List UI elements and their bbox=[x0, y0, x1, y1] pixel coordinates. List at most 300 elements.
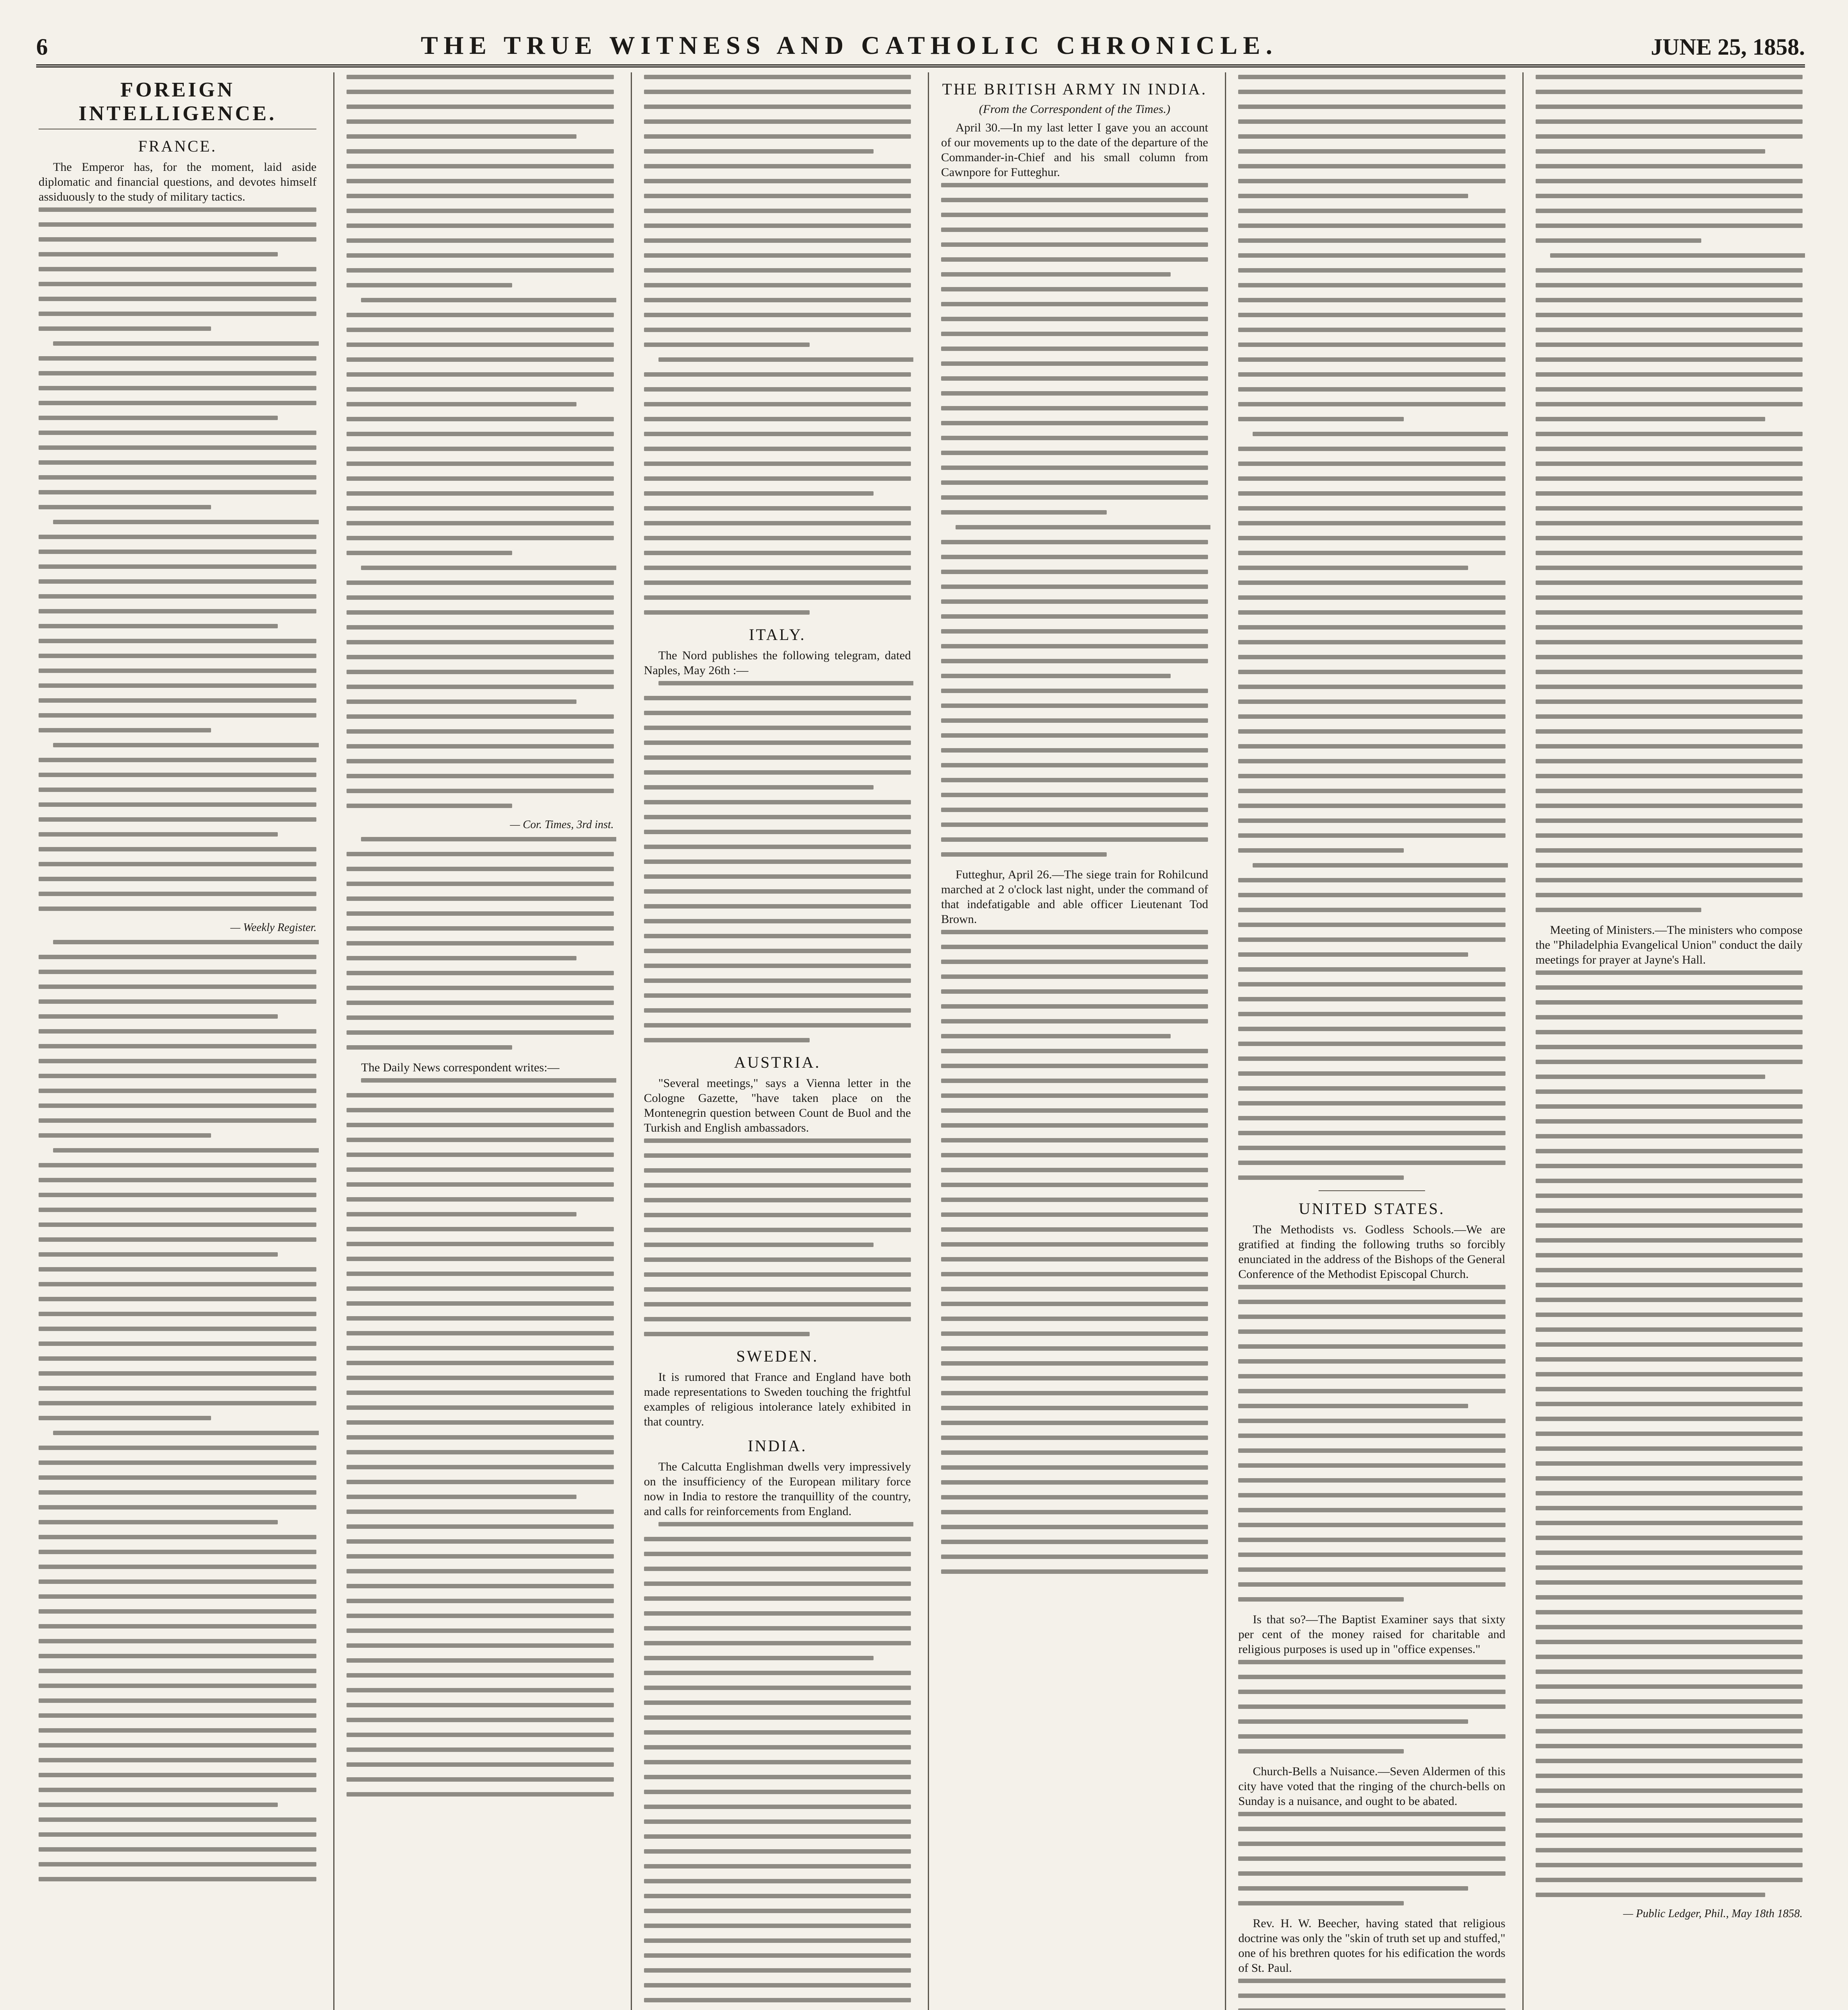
text-line bbox=[1238, 1285, 1505, 1289]
text-line bbox=[1238, 848, 1404, 853]
text-line bbox=[1238, 372, 1505, 377]
text-line bbox=[1238, 1146, 1505, 1150]
text-line bbox=[1238, 1027, 1505, 1031]
text-line bbox=[39, 490, 316, 494]
text-line bbox=[644, 1581, 911, 1586]
text-line bbox=[347, 852, 613, 856]
text-line bbox=[1238, 387, 1505, 392]
text-line bbox=[644, 770, 911, 775]
text-line bbox=[347, 926, 613, 931]
text-line bbox=[39, 1014, 278, 1019]
section-heading-italy: ITALY. bbox=[749, 626, 806, 644]
text-line bbox=[1238, 536, 1505, 540]
text-line bbox=[644, 461, 911, 466]
text-line bbox=[39, 1074, 316, 1078]
text-line bbox=[644, 1819, 911, 1824]
text-line bbox=[941, 1153, 1208, 1157]
text-line bbox=[347, 461, 613, 466]
column-1 bbox=[36, 72, 319, 2010]
text-line bbox=[1238, 1719, 1468, 1724]
text-line bbox=[1536, 313, 1803, 317]
text-line bbox=[361, 837, 616, 841]
text-line bbox=[644, 491, 874, 496]
text-line bbox=[941, 1004, 1208, 1009]
article-body-lines bbox=[644, 681, 911, 1042]
text-line bbox=[1238, 194, 1468, 198]
text-line bbox=[39, 1460, 316, 1465]
text-line bbox=[39, 1416, 211, 1420]
text-line bbox=[347, 1376, 613, 1380]
text-line bbox=[347, 882, 613, 886]
text-line bbox=[941, 391, 1208, 396]
text-line bbox=[347, 1465, 613, 1469]
text-line bbox=[347, 1688, 613, 1692]
article-body-lines bbox=[1238, 1285, 1505, 1602]
text-line bbox=[644, 105, 911, 109]
text-line bbox=[1536, 1506, 1803, 1510]
text-line bbox=[644, 755, 911, 760]
text-line bbox=[1238, 75, 1505, 79]
text-line bbox=[941, 570, 1208, 574]
text-line bbox=[1238, 521, 1505, 525]
text-line bbox=[644, 1775, 911, 1779]
text-line bbox=[1238, 149, 1505, 154]
section-heading-sweden: SWEDEN. bbox=[736, 1347, 819, 1365]
text-line bbox=[941, 183, 1208, 187]
text-line bbox=[347, 1001, 613, 1005]
text-line bbox=[1536, 1759, 1803, 1763]
text-line bbox=[39, 1788, 316, 1792]
text-line bbox=[347, 1718, 613, 1722]
text-line bbox=[1536, 1580, 1803, 1585]
text-line bbox=[347, 1331, 613, 1335]
article-body-lines bbox=[347, 75, 613, 808]
text-line bbox=[644, 134, 911, 139]
text-line bbox=[39, 984, 316, 989]
text-line bbox=[39, 1817, 316, 1822]
text-line bbox=[39, 970, 316, 974]
text-line bbox=[1536, 105, 1803, 109]
text-line bbox=[1536, 149, 1765, 154]
text-line bbox=[1238, 119, 1505, 124]
text-line bbox=[347, 1405, 613, 1410]
text-line bbox=[1238, 1567, 1505, 1572]
text-line bbox=[39, 802, 316, 807]
text-line bbox=[644, 696, 911, 700]
article-signoff: — Cor. Times, 3rd inst. bbox=[510, 818, 614, 831]
text-line bbox=[644, 1023, 911, 1028]
text-line bbox=[1238, 1827, 1505, 1831]
text-line bbox=[1536, 1878, 1803, 1882]
text-line bbox=[39, 1312, 316, 1316]
article-body-lines bbox=[39, 940, 316, 1881]
text-line bbox=[347, 1762, 613, 1767]
text-line bbox=[644, 90, 911, 94]
text-line bbox=[347, 105, 613, 109]
text-line bbox=[1536, 194, 1803, 198]
article-paragraph: Rev. H. W. Beecher, having stated that religious doctrine was only the "skin of truth set up and stuffed," one of his brethren quotes for his edification the words of St. Paul. bbox=[1238, 1917, 1505, 1975]
text-line bbox=[1238, 1101, 1505, 1106]
text-line bbox=[1238, 551, 1505, 555]
text-line bbox=[941, 1436, 1208, 1440]
text-line bbox=[347, 911, 613, 916]
text-line bbox=[39, 550, 316, 554]
text-line bbox=[1238, 1538, 1505, 1542]
text-line bbox=[39, 222, 316, 227]
text-line bbox=[1238, 268, 1505, 273]
text-line bbox=[1536, 985, 1803, 990]
text-line bbox=[644, 1671, 911, 1675]
text-line bbox=[941, 945, 1208, 949]
text-line bbox=[941, 347, 1208, 351]
text-line bbox=[1536, 640, 1803, 644]
text-line bbox=[644, 1567, 911, 1571]
text-line bbox=[1238, 1553, 1505, 1557]
text-line bbox=[1536, 1461, 1803, 1466]
text-line bbox=[39, 312, 316, 316]
text-line bbox=[644, 1626, 911, 1631]
text-line bbox=[644, 904, 911, 909]
text-line bbox=[1238, 729, 1505, 734]
text-line bbox=[347, 179, 613, 183]
text-line bbox=[347, 1420, 613, 1425]
text-line bbox=[1253, 863, 1508, 868]
text-line bbox=[347, 640, 613, 644]
text-line bbox=[1238, 1344, 1505, 1349]
text-line bbox=[644, 1745, 911, 1750]
text-line bbox=[644, 1287, 911, 1292]
text-line bbox=[644, 1183, 911, 1188]
text-line bbox=[644, 506, 911, 511]
text-line bbox=[347, 1212, 576, 1216]
text-line bbox=[347, 655, 613, 659]
text-line bbox=[644, 580, 911, 585]
article-body-lines bbox=[644, 1138, 911, 1336]
text-line bbox=[347, 1167, 613, 1172]
article-paragraph: "Several meetings," says a Vienna letter in the Cologne Gazette, "have taken place on the Montenegrin question between Count de Buol and the Turkish and English ambassadors. bbox=[644, 1077, 911, 1134]
text-line bbox=[1238, 1478, 1505, 1483]
text-line bbox=[1238, 447, 1505, 451]
text-line bbox=[1238, 1660, 1505, 1664]
text-line bbox=[1238, 908, 1505, 912]
text-line bbox=[941, 198, 1208, 202]
text-line bbox=[39, 1639, 316, 1643]
text-line bbox=[347, 268, 613, 273]
text-line bbox=[347, 119, 613, 124]
text-line bbox=[39, 1341, 316, 1346]
text-line bbox=[1238, 1359, 1505, 1364]
text-line bbox=[1536, 848, 1803, 853]
text-line bbox=[347, 75, 613, 79]
article-paragraph: It is rumored that France and England have both made representations to Sweden touching the frightful examples of religious intolerance lately exhibited in that country. bbox=[644, 1370, 911, 1428]
text-line bbox=[941, 614, 1208, 619]
text-line bbox=[1536, 1342, 1803, 1347]
text-line bbox=[347, 1614, 613, 1618]
text-line bbox=[1238, 967, 1505, 972]
text-line bbox=[361, 298, 616, 302]
text-line bbox=[39, 1654, 316, 1658]
text-line bbox=[39, 1684, 316, 1688]
text-line bbox=[644, 566, 911, 570]
text-line bbox=[644, 964, 911, 968]
text-line bbox=[644, 1008, 911, 1013]
text-line bbox=[347, 896, 613, 901]
text-line bbox=[1536, 1655, 1803, 1659]
text-line bbox=[1238, 952, 1468, 957]
text-line bbox=[644, 595, 911, 600]
text-line bbox=[941, 436, 1208, 440]
text-line bbox=[941, 1421, 1208, 1425]
text-line bbox=[1536, 1788, 1803, 1793]
text-line bbox=[39, 1222, 316, 1227]
text-line bbox=[347, 551, 512, 555]
text-line bbox=[39, 535, 316, 539]
text-line bbox=[347, 580, 613, 585]
text-line bbox=[347, 328, 613, 332]
text-line bbox=[1536, 908, 1701, 912]
text-line bbox=[39, 1609, 316, 1614]
text-line bbox=[1238, 283, 1505, 287]
text-line bbox=[1238, 1448, 1505, 1453]
text-line bbox=[644, 1038, 810, 1042]
text-line bbox=[941, 1138, 1208, 1142]
text-line bbox=[347, 402, 576, 406]
text-line bbox=[644, 1138, 911, 1143]
text-line bbox=[1536, 1000, 1803, 1005]
text-line bbox=[39, 1178, 316, 1182]
text-line bbox=[347, 283, 512, 287]
text-line bbox=[941, 793, 1208, 797]
text-line bbox=[347, 699, 576, 704]
text-line bbox=[941, 1064, 1208, 1068]
text-line bbox=[1238, 1463, 1505, 1468]
text-line bbox=[941, 748, 1208, 753]
text-line bbox=[1238, 1871, 1505, 1876]
text-line bbox=[39, 1594, 316, 1599]
text-line bbox=[1536, 1283, 1803, 1287]
text-line bbox=[644, 1983, 911, 1987]
text-line bbox=[1238, 1434, 1505, 1438]
text-line bbox=[39, 207, 316, 212]
text-line bbox=[39, 907, 316, 911]
text-line bbox=[644, 610, 810, 615]
text-line bbox=[1536, 432, 1803, 436]
text-line bbox=[1238, 670, 1505, 674]
text-line bbox=[1536, 625, 1803, 630]
text-line bbox=[941, 302, 1208, 306]
text-line bbox=[347, 1629, 613, 1633]
text-line bbox=[1536, 1372, 1803, 1376]
text-line bbox=[644, 1730, 911, 1735]
text-line bbox=[941, 376, 1208, 381]
text-line bbox=[1536, 1253, 1803, 1257]
text-line bbox=[1238, 298, 1505, 302]
section-heading-france: FRANCE. bbox=[138, 137, 217, 155]
text-line bbox=[1238, 1749, 1404, 1754]
article-body-lines bbox=[347, 1078, 613, 1797]
text-line bbox=[39, 1758, 316, 1762]
text-line bbox=[347, 789, 613, 793]
text-line bbox=[1238, 699, 1505, 704]
text-line bbox=[941, 1093, 1208, 1098]
text-line bbox=[1536, 268, 1803, 273]
text-line bbox=[347, 209, 613, 213]
text-line bbox=[39, 282, 316, 286]
text-line bbox=[1238, 2008, 1505, 2010]
text-line bbox=[1536, 1357, 1803, 1362]
text-line bbox=[941, 213, 1208, 217]
text-line bbox=[1238, 1856, 1505, 1861]
text-line bbox=[1238, 1012, 1505, 1016]
text-line bbox=[347, 685, 613, 689]
article-body-lines bbox=[1238, 1979, 1505, 2010]
text-line bbox=[644, 1168, 911, 1173]
text-line bbox=[941, 837, 1208, 842]
text-line bbox=[644, 711, 911, 715]
text-line bbox=[1238, 1508, 1505, 1512]
column-4 bbox=[928, 72, 1210, 2010]
text-line bbox=[1238, 1675, 1505, 1679]
text-line bbox=[347, 238, 613, 243]
text-line bbox=[941, 242, 1208, 247]
text-line bbox=[39, 401, 316, 405]
section-heading-austria: AUSTRIA. bbox=[734, 1053, 821, 1071]
text-line bbox=[1238, 209, 1505, 213]
text-line bbox=[658, 1522, 913, 1526]
text-line bbox=[347, 729, 613, 734]
text-line bbox=[644, 1332, 810, 1336]
text-line bbox=[1536, 1104, 1803, 1109]
text-line bbox=[644, 476, 911, 481]
text-line bbox=[1238, 640, 1505, 644]
text-line bbox=[39, 1446, 316, 1450]
text-line bbox=[347, 1584, 613, 1588]
article-body-lines bbox=[644, 1522, 911, 2002]
text-line bbox=[1536, 804, 1803, 808]
text-line bbox=[1238, 1523, 1505, 1527]
text-line bbox=[347, 372, 613, 377]
text-line bbox=[347, 1599, 613, 1603]
text-line bbox=[1536, 893, 1803, 897]
text-line bbox=[941, 1049, 1208, 1053]
text-line bbox=[1536, 1134, 1803, 1138]
section-heading-foreign: FOREIGN INTELLIGENCE. bbox=[39, 78, 316, 129]
text-line bbox=[941, 1540, 1208, 1544]
text-line bbox=[1536, 1565, 1803, 1570]
text-line bbox=[53, 1148, 319, 1153]
text-line bbox=[39, 1297, 316, 1301]
text-line bbox=[39, 326, 211, 331]
text-line bbox=[1238, 804, 1505, 808]
text-line bbox=[644, 726, 911, 730]
article-body-lines bbox=[1536, 970, 1803, 1897]
text-line bbox=[1536, 1387, 1803, 1391]
text-line bbox=[1238, 1812, 1505, 1816]
text-line bbox=[347, 1569, 613, 1573]
text-line bbox=[347, 1138, 613, 1142]
text-line bbox=[1536, 1179, 1803, 1183]
text-line bbox=[1238, 1175, 1404, 1180]
text-line bbox=[1536, 1060, 1803, 1064]
text-line bbox=[644, 934, 911, 938]
text-line bbox=[1536, 1699, 1803, 1704]
text-line bbox=[39, 1237, 316, 1242]
text-line bbox=[1550, 253, 1805, 258]
text-line bbox=[1536, 387, 1803, 392]
text-line bbox=[941, 1450, 1208, 1455]
text-line bbox=[39, 297, 316, 301]
text-line bbox=[941, 406, 1208, 410]
text-line bbox=[1238, 833, 1505, 838]
text-line bbox=[347, 625, 613, 630]
text-line bbox=[941, 629, 1208, 634]
text-line bbox=[39, 1490, 316, 1495]
text-line bbox=[39, 1327, 316, 1331]
text-line bbox=[1238, 90, 1505, 94]
text-line bbox=[1536, 238, 1701, 243]
text-line bbox=[644, 949, 911, 953]
text-line bbox=[644, 845, 911, 849]
text-line bbox=[347, 447, 613, 451]
text-line bbox=[941, 1019, 1208, 1023]
text-line bbox=[1536, 1164, 1803, 1168]
text-line bbox=[941, 1525, 1208, 1529]
text-line bbox=[1238, 1086, 1505, 1091]
text-line bbox=[1536, 521, 1803, 525]
text-line bbox=[39, 475, 316, 480]
text-line bbox=[347, 1227, 613, 1231]
text-line bbox=[644, 1938, 911, 1943]
text-line bbox=[644, 1924, 911, 1928]
text-line bbox=[347, 1361, 613, 1365]
text-line bbox=[644, 978, 911, 983]
text-line bbox=[39, 713, 316, 718]
text-line bbox=[347, 971, 613, 975]
text-line bbox=[1238, 1374, 1505, 1378]
text-line bbox=[644, 164, 911, 168]
text-line bbox=[39, 1862, 316, 1866]
text-line bbox=[644, 313, 911, 317]
text-line bbox=[347, 476, 613, 481]
text-line bbox=[644, 119, 911, 124]
text-line bbox=[1536, 1238, 1803, 1243]
text-line bbox=[347, 1197, 613, 1202]
text-line bbox=[1536, 1774, 1803, 1778]
text-line bbox=[644, 521, 911, 525]
text-line bbox=[347, 744, 613, 749]
text-line bbox=[644, 1805, 911, 1809]
text-line bbox=[1536, 1521, 1803, 1525]
text-line bbox=[39, 1535, 316, 1539]
article-paragraph: April 30.—In my last letter I gave you an account of our movements up to the date of the departure of the Commander-in-Chief and his small column from Cawnpore for Futteghur. bbox=[941, 121, 1208, 179]
text-line bbox=[1238, 491, 1505, 496]
text-line bbox=[1536, 833, 1803, 838]
text-line bbox=[941, 1376, 1208, 1380]
text-line bbox=[1238, 878, 1505, 882]
text-line bbox=[1536, 580, 1803, 585]
text-line bbox=[39, 609, 316, 613]
text-line bbox=[39, 654, 316, 658]
section-rule bbox=[1319, 1190, 1425, 1191]
text-line bbox=[1536, 536, 1803, 540]
text-line bbox=[39, 371, 316, 375]
article-body-lines bbox=[941, 183, 1208, 857]
text-line bbox=[1536, 1551, 1803, 1555]
text-line bbox=[1536, 372, 1803, 377]
text-line bbox=[941, 257, 1208, 262]
text-line bbox=[941, 1317, 1208, 1321]
text-line bbox=[644, 1700, 911, 1705]
